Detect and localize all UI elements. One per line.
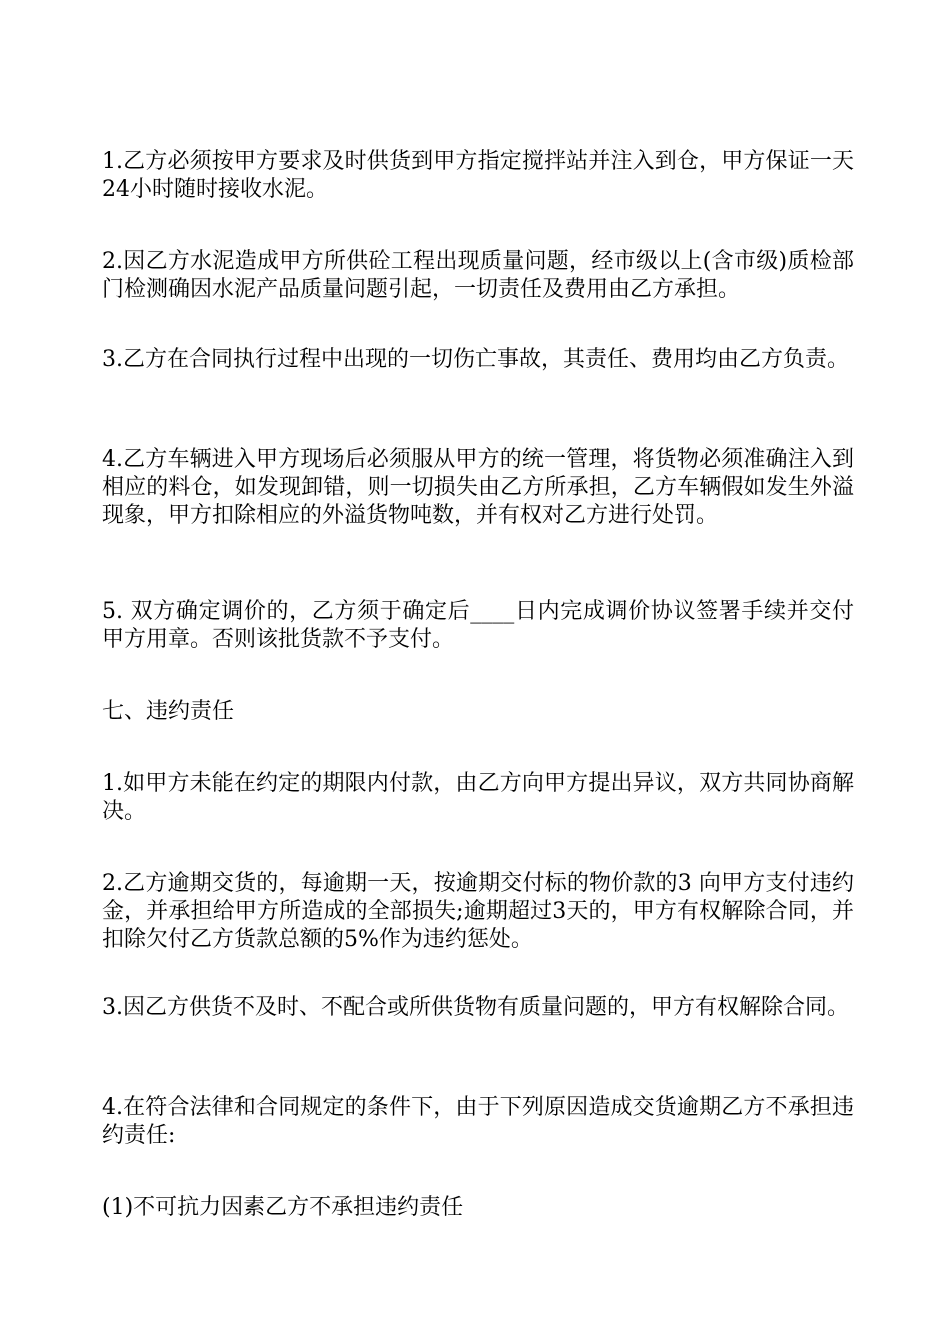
clause-4-vehicles: 4.乙方车辆进入甲方现场后必须服从甲方的统一管理，将货物必须准确注入到相应的料仓，如发现卸错，则一切损失由乙方所承担，乙方车辆假如发生外溢现象，甲方扣除相应的外溢货物吨数，并有权对乙方进行处罚。 (102, 447, 854, 528)
breach-clause-3-termination: 3.因乙方供货不及时、不配合或所供货物有质量问题的，甲方有权解除合同。 (102, 995, 849, 1020)
breach-clause-1-payment: 1.如甲方未能在约定的期限内付款，由乙方向甲方提出异议，双方共同协商解决。 (102, 771, 854, 824)
section-heading-breach: 七、违约责任 (102, 699, 235, 724)
exemption-item-1-force-majeure: (1)不可抗力因素乙方不承担违约责任 (102, 1195, 464, 1220)
clause-1-supply: 1.乙方必须按甲方要求及时供货到甲方指定搅拌站并注入到仓，甲方保证一天24小时随时接收水泥。 (102, 149, 854, 202)
clause-3-accident: 3.乙方在合同执行过程中出现的一切伤亡事故，其责任、费用均由乙方负责。 (102, 347, 849, 372)
clause-2-quality: 2.因乙方水泥造成甲方所供砼工程出现质量问题，经市级以上(含市级)质检部门检测确因水泥产品质量问题引起，一切责任及费用由乙方承担。 (102, 249, 854, 302)
clause-5-price-adjustment: 5. 双方确定调价的，乙方须于确定后____日内完成调价协议签署手续并交付甲方用章。否则该批货款不予支付。 (102, 599, 854, 652)
breach-clause-2-late-delivery: 2.乙方逾期交货的，每逾期一天，按逾期交付标的物价款的3 向甲方支付违约金，并承担给甲方所造成的全部损失;逾期超过3天的，甲方有权解除合同，并扣除欠付乙方货款总额的5%作为违约惩处。 (102, 871, 854, 952)
breach-clause-4-exemption: 4.在符合法律和合同规定的条件下，由于下列原因造成交货逾期乙方不承担违约责任: (102, 1095, 854, 1148)
